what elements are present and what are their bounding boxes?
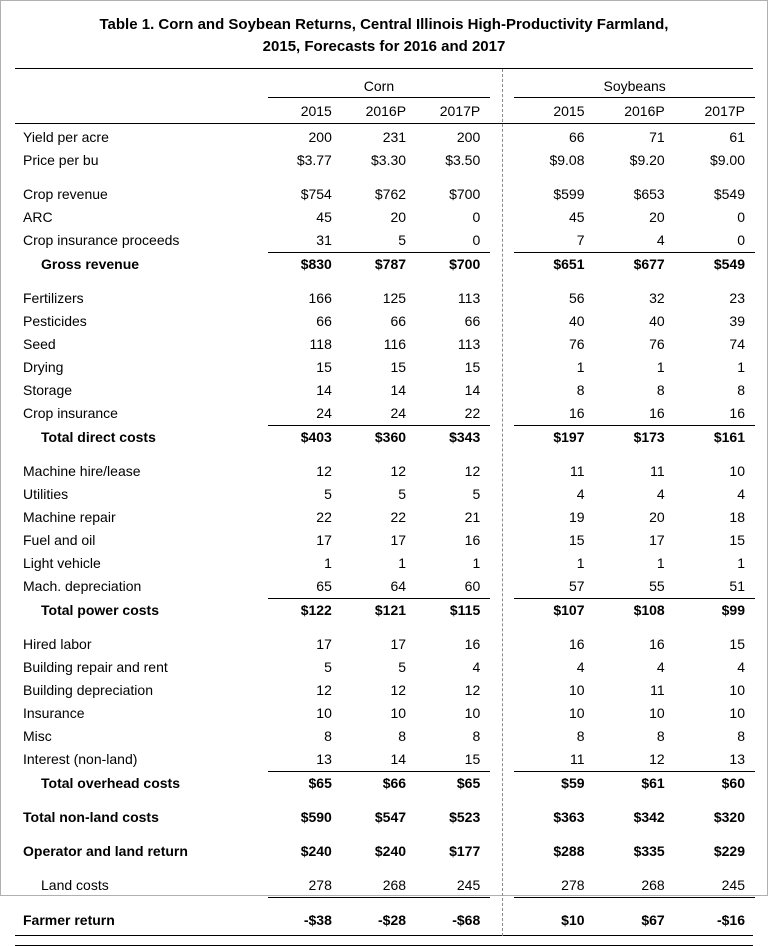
table-row [15, 806, 755, 829]
row-label: Insurance [23, 705, 85, 721]
value-cell: $61 [641, 775, 665, 791]
value-cell: 24 [342, 402, 416, 426]
value-cell: 15 [729, 532, 745, 548]
table-title [15, 14, 753, 58]
value-cell: 1 [324, 555, 332, 571]
value-cell: 16 [675, 402, 755, 426]
soybeans-group-header: Soybeans [514, 69, 755, 97]
value-cell: 76 [568, 336, 585, 352]
bottom-rule-1 [15, 935, 753, 936]
value-cell: 4 [576, 659, 585, 675]
value-cell: 71 [649, 129, 665, 145]
value-cell: 5 [324, 659, 332, 675]
value-cell: 17 [649, 532, 665, 548]
value-cell: 13 [268, 748, 342, 772]
table-row [15, 123, 755, 149]
value-cell: 24 [268, 402, 342, 426]
value-cell: 45 [568, 209, 585, 225]
value-cell: $67 [641, 911, 665, 928]
value-cell: 268 [595, 874, 675, 898]
column-header-corn-2017p: 2017P [416, 97, 490, 123]
value-cell: 200 [456, 129, 481, 145]
value-cell: 5 [398, 486, 407, 502]
table-row [15, 310, 755, 333]
value-cell: 16 [595, 402, 675, 426]
value-cell: $240 [300, 843, 332, 859]
row-label: Fertilizers [23, 290, 84, 306]
table-row [15, 599, 755, 623]
value-cell: 5 [472, 486, 481, 502]
value-cell: 1 [576, 555, 585, 571]
value-cell: $177 [449, 843, 481, 859]
row-label: Machine repair [23, 509, 116, 525]
value-cell: 10 [729, 682, 745, 698]
spacer-row [15, 172, 755, 183]
value-cell: 268 [342, 874, 416, 898]
value-cell: 16 [464, 636, 481, 652]
value-cell: 7 [514, 229, 594, 253]
value-cell: 113 [457, 290, 481, 306]
column-header-soy-2016p: 2016P [595, 97, 675, 123]
value-cell: 10 [568, 705, 585, 721]
value-cell: $335 [633, 843, 665, 859]
value-cell: $10 [561, 911, 585, 928]
value-cell: $653 [633, 186, 665, 202]
value-cell: $3.77 [296, 152, 332, 168]
value-cell: $549 [713, 256, 745, 272]
spacer-row [15, 622, 755, 633]
value-cell: $342 [633, 809, 665, 825]
value-cell: 8 [656, 728, 665, 744]
row-label: Yield per acre [23, 129, 109, 145]
row-label: Seed [23, 336, 56, 352]
value-cell: 14 [316, 382, 332, 398]
spacer-row [15, 829, 755, 840]
table-row [15, 575, 755, 599]
table-row [15, 253, 755, 277]
value-cell: 8 [324, 728, 332, 744]
table-row [15, 874, 755, 898]
value-cell: $115 [449, 602, 481, 618]
row-label: Total direct costs [41, 428, 156, 445]
row-label: Crop revenue [23, 186, 108, 202]
value-cell: 10 [649, 705, 665, 721]
value-cell: $651 [553, 256, 585, 272]
row-label: Pesticides [23, 313, 87, 329]
value-cell: 16 [649, 636, 665, 652]
value-cell: 22 [316, 509, 332, 525]
value-cell: 5 [342, 229, 416, 253]
value-cell: 20 [649, 209, 665, 225]
column-header-corn-2016p: 2016P [342, 97, 416, 123]
spacer-cell [15, 829, 755, 840]
column-header-soy-2015: 2015 [514, 97, 594, 123]
value-cell: $9.08 [549, 152, 585, 168]
spacer-cell [15, 622, 755, 633]
value-cell: 1 [737, 555, 745, 571]
value-cell: 40 [649, 313, 665, 329]
value-cell: $99 [721, 602, 745, 618]
value-cell: 39 [729, 313, 745, 329]
value-cell: -$38 [303, 911, 332, 928]
value-cell: 4 [576, 486, 585, 502]
value-cell: 10 [568, 682, 585, 698]
value-cell: 60 [416, 575, 490, 599]
table-row [15, 529, 755, 552]
column-header-corn-2015: 2015 [268, 97, 342, 123]
value-cell: $108 [633, 602, 665, 618]
table-row [15, 483, 755, 506]
row-label: Drying [23, 359, 64, 375]
value-cell: 55 [595, 575, 675, 599]
value-cell: 15 [390, 359, 407, 375]
value-cell: 8 [737, 728, 745, 744]
table-row [15, 206, 755, 229]
value-cell: $3.50 [445, 152, 481, 168]
value-cell: $762 [374, 186, 407, 202]
value-cell: 17 [316, 636, 332, 652]
value-cell: $320 [713, 809, 745, 825]
value-cell: 278 [514, 874, 594, 898]
value-cell: 15 [568, 532, 585, 548]
value-cell: 15 [416, 748, 490, 772]
table-title-line2: 2015, Forecasts for 2016 and 2017 [262, 38, 506, 55]
spacer-row [15, 795, 755, 806]
table-row [15, 725, 755, 748]
table-title-line1: Table 1. Corn and Soybean Returns, Central Illinois High-Productivity Farmland, [99, 16, 669, 33]
value-cell: 16 [514, 402, 594, 426]
value-cell: 8 [398, 728, 407, 744]
spacer-row [15, 449, 755, 460]
value-cell: $9.20 [629, 152, 665, 168]
value-cell: 21 [464, 509, 481, 525]
row-label: ARC [23, 209, 53, 225]
table-row [15, 702, 755, 725]
value-cell: 17 [390, 532, 407, 548]
value-cell: 1 [472, 555, 481, 571]
value-cell: 10 [316, 705, 332, 721]
value-cell: 66 [464, 313, 481, 329]
value-cell: 12 [316, 682, 332, 698]
value-cell: 10 [464, 705, 481, 721]
value-cell: 18 [729, 509, 745, 525]
value-cell: $9.00 [709, 152, 745, 168]
value-cell: 0 [737, 209, 745, 225]
value-cell: 20 [649, 509, 665, 525]
value-cell: 76 [649, 336, 665, 352]
group-separator-dashed-line [502, 69, 503, 936]
table-row [15, 909, 755, 932]
value-cell: 40 [568, 313, 585, 329]
spacer-cell [15, 795, 755, 806]
row-label: Interest (non-land) [23, 751, 138, 768]
table-row [15, 379, 755, 402]
spacer-row [15, 863, 755, 874]
value-cell: $3.30 [371, 152, 407, 168]
row-label: Total overhead costs [41, 774, 181, 791]
value-cell: 231 [382, 129, 407, 145]
value-cell: 10 [729, 463, 745, 479]
value-cell: 12 [464, 463, 481, 479]
value-cell: 200 [308, 129, 332, 145]
value-cell: 4 [595, 229, 675, 253]
value-cell: $547 [374, 809, 407, 825]
value-cell: 66 [316, 313, 332, 329]
value-cell: 125 [382, 290, 407, 306]
value-cell: 57 [514, 575, 594, 599]
table-row [15, 460, 755, 483]
value-cell: 11 [514, 748, 594, 772]
value-cell: 12 [595, 748, 675, 772]
value-cell: 12 [390, 463, 407, 479]
value-cell: 1 [656, 555, 665, 571]
table-row [15, 552, 755, 575]
value-cell: 16 [568, 636, 585, 652]
value-cell: -$16 [716, 911, 745, 928]
value-cell: $549 [713, 186, 745, 202]
table-row [15, 748, 755, 772]
spacer-cell [15, 449, 755, 460]
group-header-row [15, 69, 755, 97]
spacer-cell [15, 898, 755, 909]
value-cell: 0 [675, 229, 755, 253]
value-cell: 17 [316, 532, 332, 548]
table-row [15, 633, 755, 656]
value-cell: 8 [576, 728, 585, 744]
table-row [15, 402, 755, 426]
value-cell: $288 [553, 843, 585, 859]
row-label: Land costs [41, 877, 109, 894]
row-label: Light vehicle [23, 555, 101, 571]
value-cell: 1 [576, 359, 585, 375]
table-row [15, 506, 755, 529]
value-cell: $66 [382, 775, 407, 791]
value-cell: 1 [656, 359, 665, 375]
row-label: Farmer return [23, 911, 115, 928]
year-header-row [15, 97, 755, 123]
value-cell: 8 [737, 382, 745, 398]
value-cell: 1 [737, 359, 745, 375]
value-cell: $360 [374, 429, 407, 445]
value-cell: 245 [416, 874, 490, 898]
value-cell: 166 [308, 290, 332, 306]
value-cell: $59 [561, 775, 585, 791]
value-cell: 4 [737, 659, 745, 675]
spacer-row [15, 898, 755, 909]
value-cell: 22 [390, 509, 407, 525]
value-cell: 116 [383, 336, 407, 352]
value-cell: 245 [675, 874, 755, 898]
table-row [15, 183, 755, 206]
value-cell: 66 [390, 313, 407, 329]
value-cell: 12 [316, 463, 332, 479]
value-cell: $65 [308, 775, 332, 791]
bottom-rule-2 [15, 945, 753, 946]
value-cell: 8 [472, 728, 481, 744]
value-cell: $121 [374, 602, 407, 618]
value-cell: 11 [650, 682, 665, 698]
value-cell: 32 [649, 290, 665, 306]
value-cell: 4 [737, 486, 745, 502]
value-cell: 74 [729, 336, 745, 352]
value-cell: 23 [729, 290, 745, 306]
value-cell: 20 [390, 209, 407, 225]
row-label: Storage [23, 382, 73, 398]
value-cell: $403 [300, 429, 332, 445]
row-label: Operator and land return [23, 843, 188, 859]
value-cell: 0 [416, 229, 490, 253]
spacer-cell [15, 863, 755, 874]
value-cell: 10 [729, 705, 745, 721]
table-wrap [15, 69, 753, 946]
value-cell: 65 [268, 575, 342, 599]
value-cell: $787 [374, 256, 407, 272]
farmland-returns-table [15, 69, 755, 932]
value-cell: 4 [472, 659, 481, 675]
value-cell: $173 [633, 429, 665, 445]
value-cell: 5 [324, 486, 332, 502]
row-label: Utilities [23, 486, 69, 502]
empty-header-cell [15, 69, 268, 97]
value-cell: 14 [342, 748, 416, 772]
value-cell: 45 [316, 209, 332, 225]
value-cell: $523 [449, 809, 481, 825]
value-cell: 278 [268, 874, 342, 898]
value-cell: 19 [568, 509, 585, 525]
row-label: Price per bu [23, 152, 99, 168]
value-cell: 31 [268, 229, 342, 253]
value-cell: 118 [309, 336, 332, 352]
value-cell: $65 [456, 775, 481, 791]
value-cell: $677 [633, 256, 665, 272]
value-cell: 12 [464, 682, 481, 698]
value-cell: 113 [457, 336, 481, 352]
value-cell: $754 [300, 186, 332, 202]
table-row [15, 656, 755, 679]
spacer-cell [15, 276, 755, 287]
value-cell: 8 [656, 382, 665, 398]
table-row [15, 840, 755, 863]
value-cell: $122 [300, 602, 332, 618]
value-cell: 15 [316, 359, 332, 375]
value-cell: $343 [449, 429, 481, 445]
value-cell: 4 [656, 486, 665, 502]
row-label: Crop insurance proceeds [23, 232, 180, 249]
value-cell: 10 [390, 705, 407, 721]
value-cell: 5 [398, 659, 407, 675]
row-label: Crop insurance [23, 405, 118, 422]
table-row [15, 356, 755, 379]
value-cell: $830 [300, 256, 332, 272]
row-label: Total non-land costs [23, 809, 159, 825]
value-cell: 13 [675, 748, 755, 772]
value-cell: 51 [675, 575, 755, 599]
value-cell: 17 [390, 636, 407, 652]
value-cell: $161 [713, 429, 745, 445]
row-label: Gross revenue [41, 255, 140, 272]
value-cell: $240 [374, 843, 407, 859]
value-cell: 15 [729, 636, 745, 652]
column-header-soy-2017p: 2017P [675, 97, 755, 123]
row-label: Fuel and oil [23, 532, 96, 548]
row-label: Hired labor [23, 636, 92, 652]
table-body [15, 123, 755, 932]
row-label: Machine hire/lease [23, 463, 141, 479]
table-row [15, 287, 755, 310]
value-cell: 15 [464, 359, 481, 375]
spacer-cell [15, 172, 755, 183]
value-cell: 8 [576, 382, 585, 398]
corn-group-header: Corn [268, 69, 491, 97]
value-cell: $107 [553, 602, 585, 618]
empty-header-cell [15, 97, 268, 123]
value-cell: -$68 [452, 911, 481, 928]
value-cell: 0 [472, 209, 481, 225]
table-row [15, 679, 755, 702]
value-cell: 11 [650, 463, 665, 479]
value-cell: $60 [721, 775, 745, 791]
table-row [15, 426, 755, 450]
row-label: Misc [23, 728, 52, 744]
value-cell: $229 [713, 843, 745, 859]
table-row [15, 333, 755, 356]
value-cell: 12 [390, 682, 407, 698]
value-cell: 4 [656, 659, 665, 675]
value-cell: 11 [569, 463, 585, 479]
value-cell: 1 [398, 555, 407, 571]
value-cell: 56 [568, 290, 585, 306]
spacer-row [15, 276, 755, 287]
value-cell: 64 [342, 575, 416, 599]
value-cell: $197 [553, 429, 585, 445]
value-cell: 66 [568, 129, 585, 145]
value-cell: 22 [416, 402, 490, 426]
value-cell: 16 [464, 532, 481, 548]
row-label: Building depreciation [23, 682, 153, 698]
value-cell: $590 [300, 809, 332, 825]
row-label: Mach. depreciation [23, 578, 142, 595]
table-row [15, 149, 755, 172]
value-cell: -$28 [378, 911, 407, 928]
value-cell: 14 [464, 382, 481, 398]
value-cell: 14 [390, 382, 407, 398]
row-label: Building repair and rent [23, 659, 168, 675]
row-label: Total power costs [41, 601, 159, 618]
value-cell: $363 [553, 809, 585, 825]
table-row [15, 772, 755, 796]
value-cell: $700 [449, 186, 481, 202]
value-cell: $599 [553, 186, 585, 202]
table-row [15, 229, 755, 253]
value-cell: $700 [449, 256, 481, 272]
value-cell: 61 [729, 129, 745, 145]
